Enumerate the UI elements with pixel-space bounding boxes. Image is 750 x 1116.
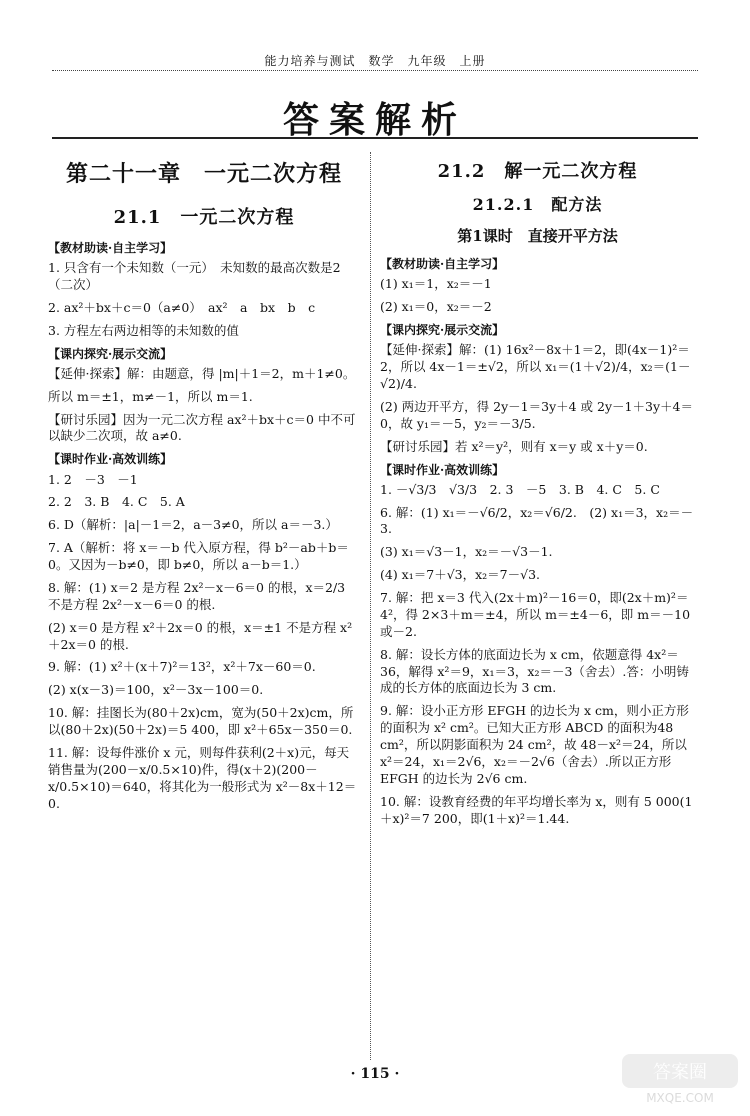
answer-line: 7. A（解析：将 x＝－b 代入原方程，得 b²－ab＋b＝0。又因为－b≠0，即 b≠0，所以 a－b＝1.） (48, 540, 349, 573)
section-heading: 【课时作业·高效训练】 (48, 452, 173, 467)
answer-line: 9. 解：设小正方形 EFGH 的边长为 x cm，则小正方形的面积为 x² cm²。已知大正方形 ABCD 的面积为48 cm²，所以阴影面积为 24 cm²，故 48－x²＝24，所以 x²＝24，x₁＝2√6，x₂＝－2√6（舍去）.所以正方形 EFGH 的边长为 2√6 cm. (380, 703, 689, 786)
watermark-text: 答案圈 (653, 1062, 707, 1083)
left-column (48, 152, 360, 818)
answer-line: (2) 两边开平方，得 2y－1＝3y＋4 或 2y－1＋3y＋4＝0，故 y₁＝－5，y₂＝－3/5. (380, 398, 693, 431)
column-separator (370, 152, 371, 1060)
section-heading: 【教材助读·自主学习】 (380, 257, 505, 272)
answer-line: 10. 解：挂图长为(80＋2x)cm，宽为(50＋2x)cm，所以(80＋2x)(50＋2x)＝5 400，即 x²＋65x－350＝0. (48, 705, 354, 738)
answer-line: 8. 解：设长方体的底面边长为 x cm，依题意得 4x²＝36，解得 x²＝9，x₁＝3，x₂＝－3（舍去）.答：小明铸成的长方体的底面边长为 3 cm. (380, 646, 689, 696)
left-lines (48, 240, 360, 812)
section-heading: 【课时作业·高效训练】 (380, 462, 505, 477)
answer-line: 【延伸·探索】解：由题意，得 |m|＋1＝2，m＋1≠0。 (48, 365, 356, 381)
answer-line: 9. 解：(1) x²＋(x＋7)²＝13²，x²＋7x－60＝0. (48, 659, 316, 675)
answer-line: 6. D（解析：|a|－1＝2，a－3≠0，所以 a＝－3.） (48, 517, 338, 533)
right-column (380, 152, 695, 833)
answer-line: 11. 解：设每件涨价 x 元，则每件获利(2＋x)元，每天销售量为(200－x/0.5×10)件，得(x＋2)(200－x/0.5×10)＝640，将其化为一般形式为 x²－8x＋12＝0. (48, 744, 357, 811)
chapter-title: 第二十一章 一元二次方程 (65, 161, 342, 187)
watermark-logo (620, 1048, 740, 1108)
answer-line: (2) x＝0 是方程 x²＋2x＝0 的根，x＝±1 不是方程 x²＋2x＝0 的根. (48, 619, 353, 652)
answer-line: 10. 解：设教育经费的年平均增长率为 x，则有 5 000(1＋x)²＝7 200，即(1＋x)²＝1.44. (380, 793, 693, 826)
answer-line: 所以 m＝±1，m≠－1，所以 m＝1. (48, 388, 253, 404)
section-heading: 【教材助读·自主学习】 (48, 240, 173, 255)
answer-line: (4) x₁＝7＋√3，x₂＝7－√3. (380, 567, 541, 583)
answer-line: (3) x₁＝√3－1，x₂＝－√3－1. (380, 544, 553, 560)
answer-line: 1. －√3/3 √3/3 2. 3 －5 3. B 4. C 5. C (380, 481, 660, 497)
answer-line: (2) x(x－3)＝100，x²－3x－100＝0. (48, 682, 264, 698)
header-text: 能力培养与测试 数学 九年级 上册 (264, 53, 486, 68)
answer-line: 6. 解：(1) x₁＝－√6/2，x₂＝√6/2. (2) x₁＝3，x₂＝－3. (380, 504, 694, 537)
section-title-right: 21.2 解一元二次方程 (437, 161, 638, 182)
page-title: 答案解析 (282, 99, 467, 141)
right-lines (380, 256, 695, 827)
answer-line: 2. 2 3. B 4. C 5. A (48, 494, 185, 510)
answer-line: 1. 2 －3 －1 (48, 471, 138, 487)
answer-line: 【研讨乐园】若 x²＝y²，则有 x＝y 或 x＋y＝0. (380, 438, 648, 454)
page-number: · 115 · (350, 1066, 400, 1082)
answer-line: 2. ax²＋bx＋c＝0（a≠0） ax² a bx b c (48, 299, 316, 315)
answer-line: (1) x₁＝1，x₂＝－1 (380, 276, 492, 292)
answer-line: 【延伸·探索】解：(1) 16x²－8x＋1＝2，即(4x－1)²＝2，所以 4x－1＝±√2，所以 x₁＝(1＋√2)/4，x₂＝(1－√2)/4. (380, 342, 691, 392)
watermark-url: MXQE.COM (646, 1091, 714, 1105)
answer-line: 1. 只含有一个未知数（一元） 未知数的最高次数是2（二次） (48, 260, 341, 293)
answer-line: (2) x₁＝0，x₂＝－2 (380, 299, 492, 315)
section-heading: 【课内探究·展示交流】 (380, 323, 505, 338)
title-rule (52, 137, 698, 139)
answer-line: 8. 解：(1) x＝2 是方程 2x²－x－6＝0 的根，x＝2/3 不是方程 2x²－x－6＝0 的根. (48, 579, 346, 612)
section-heading: 【课内探究·展示交流】 (48, 346, 173, 361)
answer-line: 【研讨乐园】因为一元二次方程 ax²＋bx＋c＝0 中不可以缺少二次项，故 a≠0. (48, 411, 356, 444)
section-title: 21.1 一元二次方程 (113, 206, 295, 228)
answer-line: 3. 方程左右两边相等的未知数的值 (48, 322, 239, 338)
answer-line: 7. 解：把 x＝3 代入(2x＋m)²－16＝0，即(2x＋m)²＝4²，得 2×3＋m＝±4，所以 m＝±4－6，即 m＝－10 或－2. (380, 590, 691, 639)
lesson-title: 第1课时 直接开平方法 (457, 226, 618, 245)
page-header (52, 50, 698, 71)
subsection-title: 21.2.1 配方法 (472, 195, 603, 215)
